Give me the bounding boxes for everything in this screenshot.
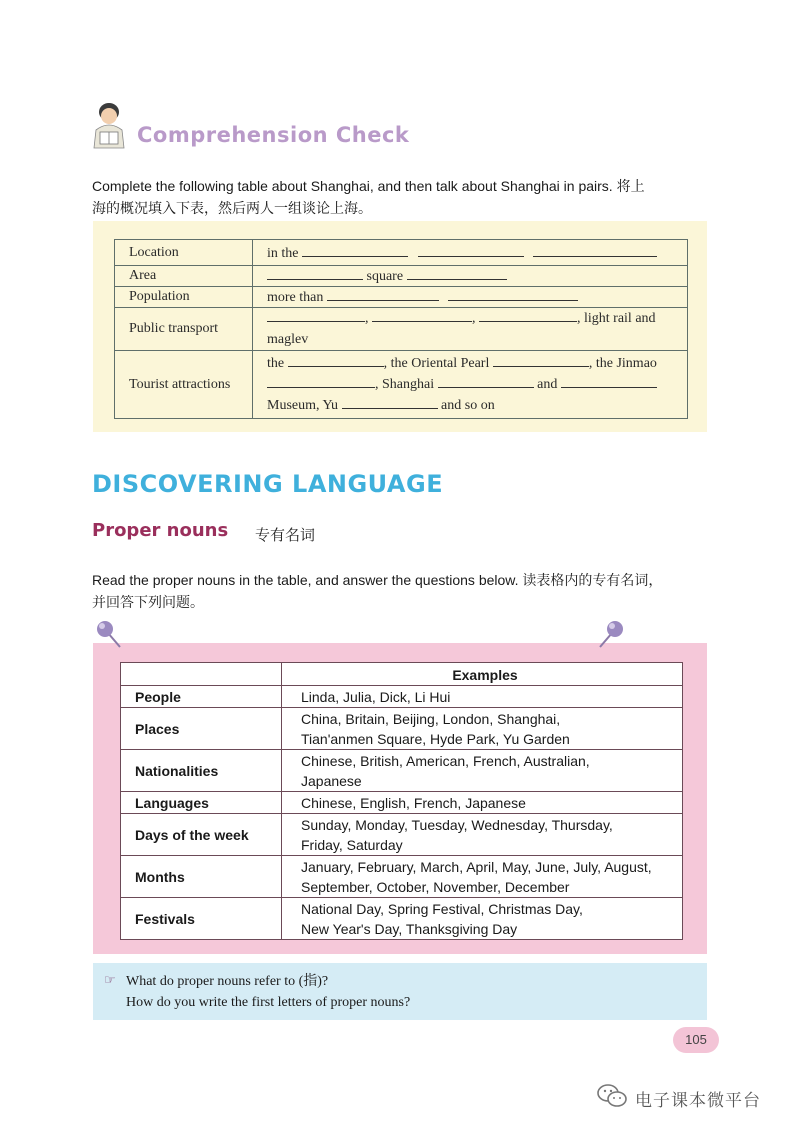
table-row — [115, 240, 688, 266]
row-label: Public transport — [115, 308, 253, 351]
table-row — [115, 287, 688, 308]
fill-cell: square — [253, 266, 688, 287]
proper-nouns-table — [120, 662, 683, 940]
row-label: Population — [115, 287, 253, 308]
table-row — [115, 308, 688, 351]
examples-cell: Chinese, British, American, French, Australian, Japanese — [282, 750, 683, 792]
table-row — [115, 351, 688, 419]
pointing-hand-icon: ☞ — [104, 972, 116, 987]
proper-nouns-chinese-title: 专有名词 — [255, 527, 316, 544]
reading-student-icon — [88, 100, 130, 152]
fill-cell: , , , light rail and maglev — [253, 308, 688, 351]
page-number: 105 — [673, 1027, 719, 1053]
row-label: Location — [115, 240, 253, 266]
category-label: Places — [121, 708, 282, 750]
pushpin-icon — [596, 619, 626, 649]
table-header-row — [121, 663, 683, 686]
examples-header: Examples — [282, 663, 683, 686]
category-label: Languages — [121, 792, 282, 814]
row-label: Area — [115, 266, 253, 287]
table-row — [121, 792, 683, 814]
table-row — [121, 898, 683, 940]
question-2: How do you write the first letters of proper nouns? — [126, 995, 411, 1010]
examples-cell: China, Britain, Beijing, London, Shanghai, Tian'anmen Square, Hyde Park, Yu Garden — [282, 708, 683, 750]
wechat-icon — [596, 1082, 628, 1110]
header-blank — [121, 663, 282, 686]
question-1: What do proper nouns refer to (指)? — [126, 974, 329, 989]
category-label: People — [121, 686, 282, 708]
comprehension-check-title: Comprehension Check — [137, 123, 410, 147]
table-row — [121, 686, 683, 708]
examples-cell: National Day, Spring Festival, Christmas Day, New Year's Day, Thanksgiving Day — [282, 898, 683, 940]
fill-cell: the , the Oriental Pearl , the Jinmao , Shanghai and Museum, Yu and so on — [253, 351, 688, 419]
examples-cell: Linda, Julia, Dick, Li Hui — [282, 686, 683, 708]
category-label: Festivals — [121, 898, 282, 940]
examples-cell: Sunday, Monday, Tuesday, Wednesday, Thursday, Friday, Saturday — [282, 814, 683, 856]
watermark-text: 电子课本微平台 — [635, 1091, 761, 1110]
fill-cell: more than — [253, 287, 688, 308]
category-label: Months — [121, 856, 282, 898]
proper-nouns-instruction: Read the proper nouns in the table, and answer the questions below. 读表格内的专有名词， 并回答下列问题。 — [92, 572, 663, 610]
table-row — [121, 708, 683, 750]
fill-cell: in the — [253, 240, 688, 266]
comprehension-instruction: Complete the following table about Shanghai, and then talk about Shanghai in pairs. 将上 海的概况填入下表，然后两人一组谈论上海。 — [92, 178, 645, 216]
examples-cell: January, February, March, April, May, June, July, August, September, October, November, December — [282, 856, 683, 898]
pushpin-icon — [94, 619, 124, 649]
shanghai-fill-table — [114, 239, 688, 419]
discovering-language-title: DISCOVERING LANGUAGE — [92, 470, 444, 498]
row-label: Tourist attractions — [115, 351, 253, 419]
category-label: Nationalities — [121, 750, 282, 792]
table-row — [121, 750, 683, 792]
table-row — [121, 856, 683, 898]
table-row — [115, 266, 688, 287]
category-label: Days of the week — [121, 814, 282, 856]
table-row — [121, 814, 683, 856]
examples-cell: Chinese, English, French, Japanese — [282, 792, 683, 814]
proper-nouns-title: Proper nouns — [92, 520, 229, 541]
